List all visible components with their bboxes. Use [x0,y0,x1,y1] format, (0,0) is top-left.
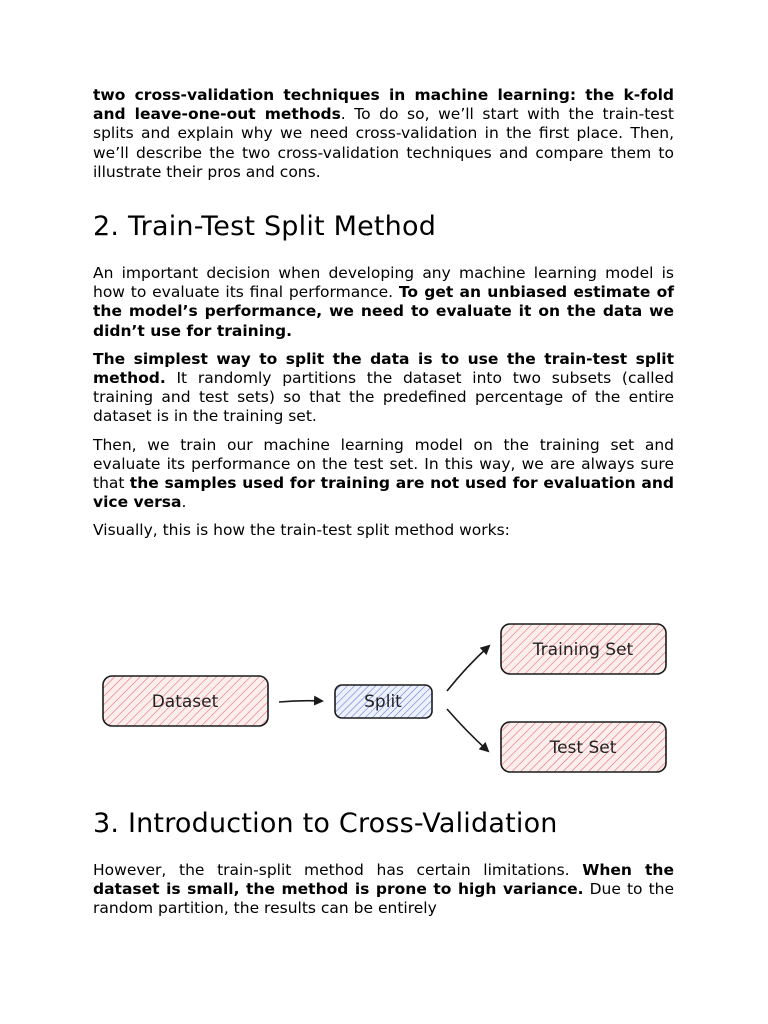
text-span: It randomly partitions the dataset into two subsets (called training and test sets) so that the predefined percentage of the entire dataset is in the training set. [93,369,674,426]
dataset-node [103,676,268,726]
paragraph-visually: Visually, this is how the train-test split method works: [93,521,510,540]
bold-span: To get an unbiased estimate of the model’s performance, we need to evaluate it on the data we didn’t use for training. [93,283,674,340]
intro-text: . To do so, we’ll start with the train-test splits and explain why we need cross-validation in the first place. Then, we’ll describe the two cross-validation techniques and compare them to illustrate their pros and cons. [93,105,674,181]
bold-span: the samples used for training are not used for evaluation and vice versa [93,474,675,512]
text-span: An important decision when developing any machine learning model is how to evaluate its final performance. [93,264,674,302]
text-span: Due to the random partition, the results can be entirely [93,879,675,918]
arrow-dataset-to-split [279,700,322,701]
bold-span: When the dataset is small, the method is prone to high variance. [93,860,674,898]
arrow-split-to-test [447,709,488,751]
dataset-label: Dataset [151,691,219,712]
paragraph-limitations [93,861,674,919]
paragraph-train-evaluate [93,436,674,513]
intro-paragraph [93,86,674,182]
bold-span: The simplest way to split the data is to use the train-test split method. [93,349,674,388]
text-span: However, the train-split method has certain limitations. [93,860,583,879]
train-test-split-diagram [93,545,674,793]
article-body [93,86,674,918]
section-heading-train-test-split: 2. Train-Test Split Method [93,211,437,243]
section-heading-cross-validation: 3. Introduction to Cross-Validation [93,807,558,839]
test-set-label: Test Set [549,737,617,758]
training-set-label: Training Set [532,639,634,660]
diagram-svg [0,545,768,793]
paragraph-important-decision [93,264,674,341]
split-node [335,685,432,718]
text-span: Then, we train our machine learning model on the training set and evaluate its performance on the test set. In this way, we are always sure that [93,435,674,493]
arrow-split-to-training [447,646,489,691]
paragraph-simplest-way [93,350,674,427]
test-set-node [501,722,666,772]
split-label: Split [364,691,402,712]
training-set-node [501,624,666,674]
text-span: . [181,493,187,512]
intro-bold-text: two cross-validation techniques in machine learning: the k-fold and leave-one-out methods [93,86,674,124]
